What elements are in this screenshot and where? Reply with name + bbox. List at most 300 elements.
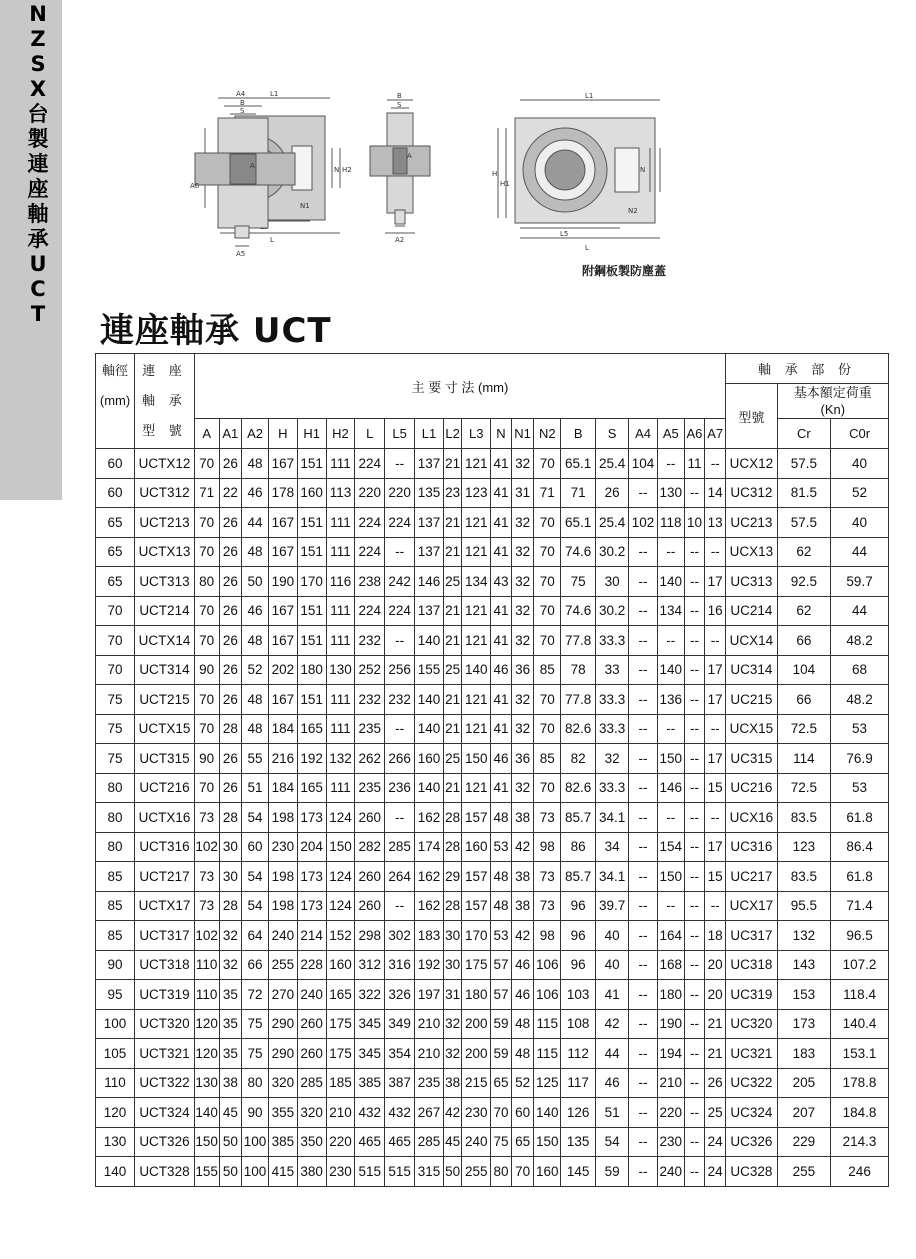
table-cell: 77.8 xyxy=(561,685,596,715)
table-cell: 28 xyxy=(443,803,462,833)
table-cell: 60 xyxy=(96,449,135,479)
table-cell: UCTX16 xyxy=(135,803,195,833)
table-cell: 45 xyxy=(443,1127,462,1157)
table-cell: 140 xyxy=(462,655,491,685)
col-header-c0r: C0r xyxy=(831,419,889,449)
table-cell: -- xyxy=(684,714,705,744)
table-cell: 54 xyxy=(242,862,269,892)
table-cell: UC314 xyxy=(726,655,777,685)
table-cell: 32 xyxy=(219,950,242,980)
table-cell: UC217 xyxy=(726,862,777,892)
table-cell: 224 xyxy=(385,508,415,538)
table-cell: UCT217 xyxy=(135,862,195,892)
table-cell: 70 xyxy=(534,714,561,744)
table-cell: 192 xyxy=(297,744,326,774)
table-cell: 228 xyxy=(297,950,326,980)
table-cell: 220 xyxy=(355,478,385,508)
table-cell: 28 xyxy=(219,891,242,921)
table-cell: 350 xyxy=(297,1127,326,1157)
table-cell: 54 xyxy=(242,891,269,921)
table-cell: 137 xyxy=(415,537,444,567)
table-cell: 40 xyxy=(831,449,889,479)
table-cell: -- xyxy=(385,449,415,479)
table-cell: UCTX15 xyxy=(135,714,195,744)
table-cell: UCT320 xyxy=(135,1009,195,1039)
table-cell: 70 xyxy=(194,626,219,656)
table-cell: 432 xyxy=(355,1098,385,1128)
table-cell: 70 xyxy=(534,773,561,803)
table-cell: 60 xyxy=(96,478,135,508)
table-cell: 44 xyxy=(831,596,889,626)
dim-label-l1: L1 xyxy=(270,90,279,98)
table-cell: 41 xyxy=(491,478,512,508)
table-cell: 157 xyxy=(462,862,491,892)
table-cell: 162 xyxy=(415,803,444,833)
table-cell: 21 xyxy=(443,626,462,656)
table-cell: 178.8 xyxy=(831,1068,889,1098)
table-cell: -- xyxy=(657,891,684,921)
load-rating-label: 基本額定荷重 xyxy=(793,385,872,400)
dim-label-h-b: H xyxy=(492,170,498,178)
table-cell: 25.4 xyxy=(596,449,629,479)
table-cell: 184 xyxy=(268,773,297,803)
table-cell: 50 xyxy=(219,1127,242,1157)
table-cell: 160 xyxy=(534,1157,561,1187)
table-cell: 54 xyxy=(596,1127,629,1157)
table-cell: 260 xyxy=(355,862,385,892)
table-cell: 26 xyxy=(219,685,242,715)
table-row xyxy=(96,862,889,892)
table-cell: 43 xyxy=(491,567,512,597)
table-cell: 41 xyxy=(596,980,629,1010)
table-cell: 170 xyxy=(297,567,326,597)
table-cell: 34 xyxy=(596,832,629,862)
table-cell: 53 xyxy=(491,832,512,862)
table-cell: 110 xyxy=(96,1068,135,1098)
table-row xyxy=(96,508,889,538)
table-cell: 175 xyxy=(326,1009,355,1039)
table-cell: 95 xyxy=(96,980,135,1010)
table-cell: UCX17 xyxy=(726,891,777,921)
table-cell: 260 xyxy=(355,803,385,833)
table-cell: 385 xyxy=(355,1068,385,1098)
table-cell: UCX16 xyxy=(726,803,777,833)
table-cell: 65 xyxy=(96,567,135,597)
dim-label-a5: A5 xyxy=(236,250,246,258)
table-cell: 48 xyxy=(491,891,512,921)
table-cell: 50 xyxy=(242,567,269,597)
table-cell: 70 xyxy=(491,1098,512,1128)
table-cell: 260 xyxy=(355,891,385,921)
table-cell: 32 xyxy=(511,714,534,744)
table-cell: 51 xyxy=(242,773,269,803)
table-cell: 48.2 xyxy=(831,685,889,715)
table-cell: 70 xyxy=(511,1157,534,1187)
table-cell: 285 xyxy=(297,1068,326,1098)
table-cell: -- xyxy=(629,655,658,685)
table-cell: 70 xyxy=(534,626,561,656)
table-cell: 25 xyxy=(443,567,462,597)
table-cell: 32 xyxy=(511,449,534,479)
shaft-header-line2: (mm) xyxy=(99,393,131,408)
table-cell: 124 xyxy=(326,803,355,833)
dim-label-l-b: L xyxy=(585,244,589,252)
table-cell: 167 xyxy=(268,685,297,715)
table-cell: 41 xyxy=(491,449,512,479)
table-cell: UCTX12 xyxy=(135,449,195,479)
table-cell: 85 xyxy=(534,744,561,774)
table-cell: 85.7 xyxy=(561,803,596,833)
dim-label-l: L xyxy=(270,236,274,244)
table-cell: 240 xyxy=(657,1157,684,1187)
table-cell: 73 xyxy=(534,891,561,921)
table-cell: 184 xyxy=(268,714,297,744)
table-cell: -- xyxy=(684,1127,705,1157)
table-cell: 57 xyxy=(491,950,512,980)
table-cell: 96.5 xyxy=(831,921,889,951)
table-cell: 110 xyxy=(194,950,219,980)
table-cell: 210 xyxy=(657,1068,684,1098)
table-cell: 102 xyxy=(194,832,219,862)
table-cell: 160 xyxy=(326,950,355,980)
table-cell: 160 xyxy=(462,832,491,862)
table-cell: 120 xyxy=(194,1009,219,1039)
table-cell: 70 xyxy=(96,626,135,656)
table-cell: 112 xyxy=(561,1039,596,1069)
table-cell: 170 xyxy=(462,921,491,951)
table-cell: 25.4 xyxy=(596,508,629,538)
table-cell: -- xyxy=(705,449,726,479)
table-cell: 78 xyxy=(561,655,596,685)
table-cell: 90 xyxy=(96,950,135,980)
table-cell: 31 xyxy=(443,980,462,1010)
table-cell: 46 xyxy=(596,1068,629,1098)
table-cell: 180 xyxy=(657,980,684,1010)
spec-table-body xyxy=(96,449,889,1187)
table-cell: 10 xyxy=(684,508,705,538)
main-dims-header: 主 要 寸 法 (mm) xyxy=(194,354,725,419)
table-cell: 255 xyxy=(462,1157,491,1187)
table-cell: 66 xyxy=(242,950,269,980)
table-cell: 83.5 xyxy=(777,803,831,833)
table-cell: 30 xyxy=(596,567,629,597)
table-cell: 21 xyxy=(443,596,462,626)
table-cell: 33.3 xyxy=(596,685,629,715)
table-cell: 40 xyxy=(596,921,629,951)
table-row xyxy=(96,1098,889,1128)
table-cell: 76.9 xyxy=(831,744,889,774)
table-cell: -- xyxy=(629,714,658,744)
table-cell: 24 xyxy=(705,1157,726,1187)
table-cell: 135 xyxy=(415,478,444,508)
table-cell: 198 xyxy=(268,803,297,833)
table-cell: 14 xyxy=(705,478,726,508)
table-cell: 28 xyxy=(443,832,462,862)
table-cell: -- xyxy=(629,596,658,626)
table-cell: 135 xyxy=(561,1127,596,1157)
table-cell: 75 xyxy=(96,685,135,715)
table-cell: 120 xyxy=(96,1098,135,1128)
table-cell: 121 xyxy=(462,537,491,567)
table-cell: -- xyxy=(684,1098,705,1128)
table-cell: 70 xyxy=(194,685,219,715)
table-cell: 232 xyxy=(355,626,385,656)
table-cell: 80 xyxy=(96,803,135,833)
table-cell: 115 xyxy=(534,1009,561,1039)
table-cell: 48 xyxy=(491,803,512,833)
table-cell: 266 xyxy=(385,744,415,774)
dim-label-a2: A2 xyxy=(395,236,405,244)
table-cell: 81.5 xyxy=(777,478,831,508)
load-rating-header xyxy=(777,384,888,419)
table-cell: 21 xyxy=(443,773,462,803)
table-cell: 105 xyxy=(96,1039,135,1069)
table-cell: 50 xyxy=(219,1157,242,1187)
table-cell: -- xyxy=(629,832,658,862)
table-cell: 385 xyxy=(268,1127,297,1157)
table-cell: UCT315 xyxy=(135,744,195,774)
table-cell: -- xyxy=(684,803,705,833)
table-cell: 230 xyxy=(462,1098,491,1128)
table-cell: -- xyxy=(684,626,705,656)
table-cell: UCX14 xyxy=(726,626,777,656)
table-cell: 80 xyxy=(194,567,219,597)
table-cell: 315 xyxy=(415,1157,444,1187)
table-cell: UC322 xyxy=(726,1068,777,1098)
table-cell: 210 xyxy=(326,1098,355,1128)
table-cell: 121 xyxy=(462,773,491,803)
table-cell: 236 xyxy=(385,773,415,803)
table-row xyxy=(96,478,889,508)
table-cell: 140 xyxy=(415,773,444,803)
table-cell: 183 xyxy=(415,921,444,951)
table-cell: 17 xyxy=(705,744,726,774)
table-cell: 21 xyxy=(443,685,462,715)
table-cell: 215 xyxy=(462,1068,491,1098)
table-cell: -- xyxy=(684,478,705,508)
table-cell: 118 xyxy=(657,508,684,538)
table-cell: 238 xyxy=(355,567,385,597)
table-cell: 41 xyxy=(491,685,512,715)
table-cell: 326 xyxy=(385,980,415,1010)
page-title: 連座軸承 UCT xyxy=(100,311,332,351)
table-cell: -- xyxy=(385,714,415,744)
table-cell: 80 xyxy=(242,1068,269,1098)
table-cell: -- xyxy=(705,891,726,921)
table-cell: 75 xyxy=(242,1009,269,1039)
table-cell: -- xyxy=(629,537,658,567)
table-cell: 256 xyxy=(385,655,415,685)
table-cell: 240 xyxy=(462,1127,491,1157)
table-cell: 167 xyxy=(268,596,297,626)
table-cell: 111 xyxy=(326,773,355,803)
table-row xyxy=(96,921,889,951)
table-row xyxy=(96,655,889,685)
table-cell: 255 xyxy=(777,1157,831,1187)
table-cell: 124 xyxy=(326,891,355,921)
table-cell: 41 xyxy=(491,714,512,744)
table-cell: UCT316 xyxy=(135,832,195,862)
table-cell: 20 xyxy=(705,980,726,1010)
table-cell: 80 xyxy=(96,832,135,862)
table-cell: UC324 xyxy=(726,1098,777,1128)
table-cell: 173 xyxy=(297,862,326,892)
table-cell: UC315 xyxy=(726,744,777,774)
table-cell: 111 xyxy=(326,685,355,715)
table-row xyxy=(96,1127,889,1157)
table-cell: 207 xyxy=(777,1098,831,1128)
table-cell: 26 xyxy=(219,567,242,597)
table-cell: 205 xyxy=(777,1068,831,1098)
dim-label-a6: A6 xyxy=(190,182,200,190)
table-cell: 21 xyxy=(705,1009,726,1039)
table-cell: 70 xyxy=(194,537,219,567)
table-row xyxy=(96,744,889,774)
table-cell: 151 xyxy=(297,537,326,567)
table-cell: 42 xyxy=(511,832,534,862)
table-cell: 74.6 xyxy=(561,596,596,626)
table-cell: 21 xyxy=(443,714,462,744)
table-cell: -- xyxy=(705,803,726,833)
table-cell: 42 xyxy=(443,1098,462,1128)
table-cell: 70 xyxy=(194,508,219,538)
table-cell: 151 xyxy=(297,685,326,715)
table-cell: 41 xyxy=(491,537,512,567)
table-cell: 98 xyxy=(534,921,561,951)
table-cell: 312 xyxy=(355,950,385,980)
col-header-n1: N1 xyxy=(511,419,534,449)
col-header-a1: A1 xyxy=(219,419,242,449)
table-cell: -- xyxy=(684,950,705,980)
table-cell: UCTX13 xyxy=(135,537,195,567)
table-cell: 26 xyxy=(219,655,242,685)
table-cell: -- xyxy=(629,567,658,597)
table-cell: 123 xyxy=(777,832,831,862)
table-cell: 270 xyxy=(268,980,297,1010)
table-cell: 349 xyxy=(385,1009,415,1039)
table-cell: 387 xyxy=(385,1068,415,1098)
table-cell: 345 xyxy=(355,1039,385,1069)
table-cell: UCX13 xyxy=(726,537,777,567)
table-cell: 80 xyxy=(96,773,135,803)
table-cell: 106 xyxy=(534,950,561,980)
table-cell: 71 xyxy=(534,478,561,508)
table-cell: 60 xyxy=(242,832,269,862)
table-cell: -- xyxy=(629,921,658,951)
table-cell: 264 xyxy=(385,862,415,892)
table-cell: 30 xyxy=(443,921,462,951)
table-cell: 262 xyxy=(355,744,385,774)
table-cell: -- xyxy=(705,714,726,744)
table-cell: 320 xyxy=(268,1068,297,1098)
table-cell: 41 xyxy=(491,508,512,538)
table-cell: 160 xyxy=(297,478,326,508)
table-cell: 32 xyxy=(596,744,629,774)
table-cell: 66 xyxy=(777,685,831,715)
table-cell: 134 xyxy=(657,596,684,626)
table-cell: 15 xyxy=(705,862,726,892)
table-cell: UCT324 xyxy=(135,1098,195,1128)
table-cell: 82 xyxy=(561,744,596,774)
table-cell: 132 xyxy=(777,921,831,951)
table-cell: 73 xyxy=(194,803,219,833)
table-cell: 260 xyxy=(297,1039,326,1069)
table-cell: UC312 xyxy=(726,478,777,508)
table-cell: 41 xyxy=(491,773,512,803)
housing-header-line2: 軸 承 xyxy=(142,393,187,408)
table-cell: 53 xyxy=(831,773,889,803)
table-row xyxy=(96,449,889,479)
table-cell: 126 xyxy=(561,1098,596,1128)
front-view-drawing-2 xyxy=(490,88,670,258)
table-cell: -- xyxy=(629,980,658,1010)
table-cell: 32 xyxy=(511,773,534,803)
table-cell: 61.8 xyxy=(831,862,889,892)
table-cell: 65 xyxy=(511,1127,534,1157)
table-cell: 190 xyxy=(268,567,297,597)
table-cell: -- xyxy=(684,921,705,951)
table-cell: 150 xyxy=(326,832,355,862)
table-cell: 432 xyxy=(385,1098,415,1128)
table-cell: UC214 xyxy=(726,596,777,626)
table-cell: 113 xyxy=(326,478,355,508)
table-cell: 38 xyxy=(511,891,534,921)
table-cell: 36 xyxy=(511,655,534,685)
table-cell: 35 xyxy=(219,1039,242,1069)
table-row xyxy=(96,1157,889,1187)
table-cell: 25 xyxy=(443,744,462,774)
table-cell: 70 xyxy=(534,567,561,597)
table-cell: 240 xyxy=(297,980,326,1010)
table-cell: 214 xyxy=(297,921,326,951)
dim-label-a-b: A xyxy=(250,162,255,170)
table-cell: 25 xyxy=(443,655,462,685)
table-cell: 71 xyxy=(194,478,219,508)
table-cell: 74.6 xyxy=(561,537,596,567)
table-cell: UCT314 xyxy=(135,655,195,685)
table-cell: 53 xyxy=(831,714,889,744)
table-cell: 140 xyxy=(96,1157,135,1187)
table-cell: 55 xyxy=(242,744,269,774)
table-cell: 70 xyxy=(96,596,135,626)
table-cell: 96 xyxy=(561,891,596,921)
table-cell: -- xyxy=(684,744,705,774)
table-cell: 70 xyxy=(194,596,219,626)
table-cell: 173 xyxy=(297,803,326,833)
table-cell: -- xyxy=(684,537,705,567)
table-cell: 100 xyxy=(242,1157,269,1187)
table-cell: 30 xyxy=(219,862,242,892)
dim-label-l1-b: L1 xyxy=(585,92,594,100)
housing-header xyxy=(135,354,195,449)
table-cell: 65 xyxy=(96,508,135,538)
table-cell: 75 xyxy=(242,1039,269,1069)
table-row xyxy=(96,1009,889,1039)
table-cell: 111 xyxy=(326,449,355,479)
table-cell: 59 xyxy=(491,1039,512,1069)
table-cell: 185 xyxy=(326,1068,355,1098)
dim-label-n-b: N xyxy=(640,166,646,174)
table-cell: 111 xyxy=(326,714,355,744)
table-cell: 355 xyxy=(268,1098,297,1128)
table-cell: 33.3 xyxy=(596,714,629,744)
table-cell: 85 xyxy=(96,891,135,921)
table-cell: 165 xyxy=(297,773,326,803)
table-cell: UCX12 xyxy=(726,449,777,479)
table-cell: UC215 xyxy=(726,685,777,715)
table-cell: -- xyxy=(385,803,415,833)
table-cell: 48 xyxy=(242,714,269,744)
